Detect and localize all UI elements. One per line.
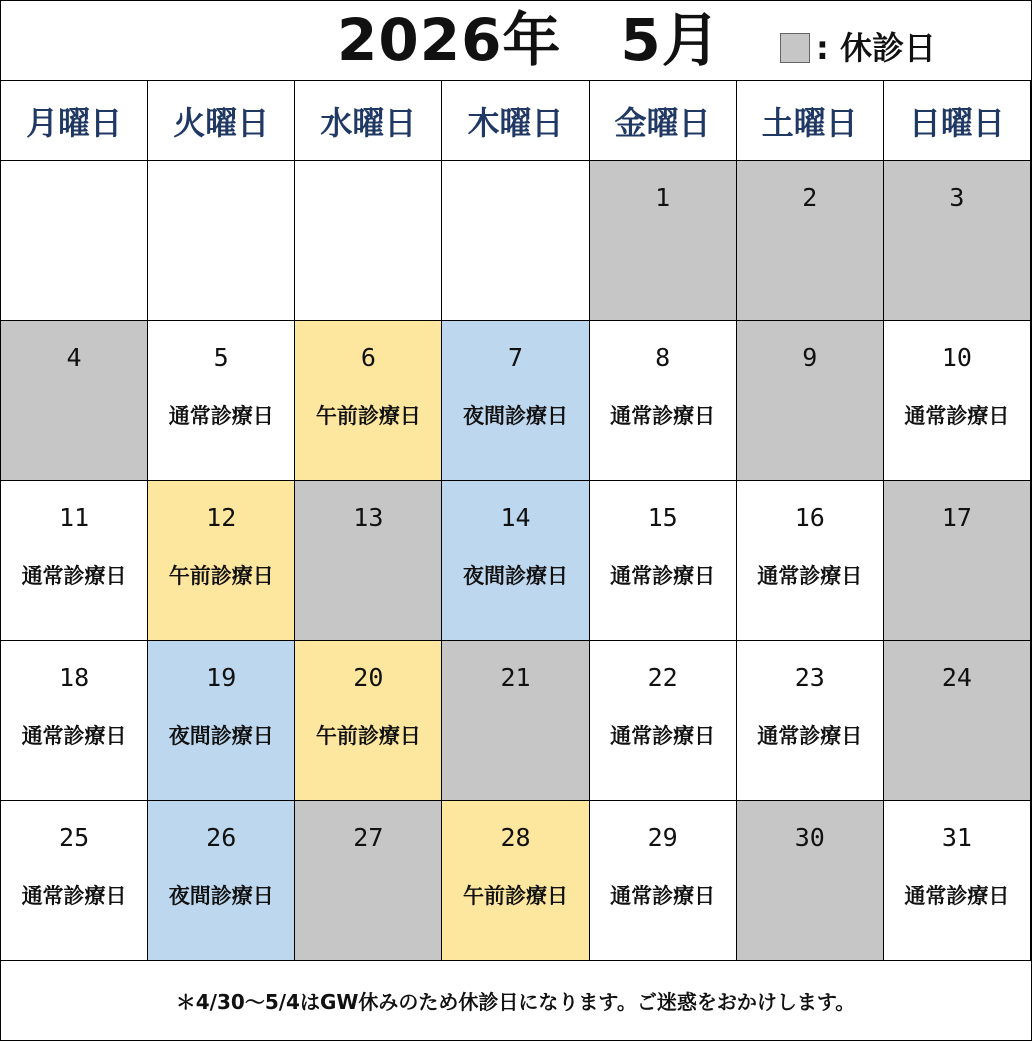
day-number: 18	[59, 663, 90, 692]
footer	[0, 961, 1031, 1039]
day-number: 31	[941, 823, 972, 852]
day-number: 20	[353, 663, 384, 692]
calendar-week-row	[1, 161, 1031, 321]
day-number: 13	[353, 503, 384, 532]
day-status: 通常診療日	[904, 884, 1010, 908]
day-status: 通常診療日	[21, 884, 127, 908]
calendar-day-cell	[883, 321, 1030, 481]
calendar-day-cell	[1, 801, 148, 961]
day-number: 8	[655, 343, 671, 372]
day-status: 通常診療日	[168, 404, 274, 428]
day-number: 7	[507, 343, 524, 372]
calendar-day-cell	[148, 161, 295, 321]
calendar-day-cell	[442, 641, 589, 801]
weekday-header-mon: 月曜日	[1, 81, 148, 161]
weekday-header-sun: 日曜日	[883, 81, 1030, 161]
day-number: 16	[794, 503, 825, 532]
footer-note: ＊4/30～5/4はGW休みのため休診日になります。ご迷惑をおかけします。	[175, 989, 856, 1014]
day-status: 通常診療日	[610, 884, 716, 908]
day-number: 17	[941, 503, 972, 532]
day-number: 28	[500, 823, 531, 852]
day-number: 30	[794, 823, 825, 852]
day-status: 通常診療日	[610, 564, 716, 588]
calendar-day-cell	[883, 641, 1030, 801]
calendar-day-cell	[883, 801, 1030, 961]
weekday-header-thu: 木曜日	[442, 81, 589, 161]
weekday-header-wed: 水曜日	[295, 81, 442, 161]
day-number: 6	[360, 343, 376, 372]
calendar-day-cell	[589, 481, 736, 641]
calendar-week-row	[1, 801, 1031, 961]
day-status: 夜間診療日	[462, 564, 568, 588]
day-number: 22	[647, 663, 678, 692]
day-number: 11	[59, 503, 90, 532]
day-number: 23	[794, 663, 825, 692]
day-status: 午前診療日	[315, 724, 421, 748]
day-number: 14	[500, 503, 531, 532]
day-number: 27	[353, 823, 384, 852]
calendar-day-cell	[883, 481, 1030, 641]
weekday-header-sat: 土曜日	[736, 81, 883, 161]
day-status: 夜間診療日	[462, 404, 568, 428]
calendar-day-cell	[148, 641, 295, 801]
day-status: 午前診療日	[315, 404, 421, 428]
day-status: 通常診療日	[21, 564, 127, 588]
day-number: 29	[647, 823, 678, 852]
day-number: 5	[213, 343, 229, 372]
day-status: 夜間診療日	[168, 724, 274, 748]
calendar-day-cell	[736, 641, 883, 801]
day-number: 1	[655, 183, 671, 212]
calendar-header	[0, 0, 1034, 80]
calendar-day-cell	[589, 161, 736, 321]
weekday-header-row	[1, 81, 1031, 161]
closed-day-swatch	[780, 33, 810, 63]
day-number: 12	[206, 503, 237, 532]
day-status: 夜間診療日	[168, 884, 274, 908]
calendar-week-row	[1, 481, 1031, 641]
day-status: 通常診療日	[757, 724, 863, 748]
calendar-day-cell	[295, 161, 442, 321]
calendar-day-cell	[589, 641, 736, 801]
legend-label: : 休診日	[816, 29, 936, 67]
calendar-day-cell	[295, 641, 442, 801]
calendar-day-cell	[148, 481, 295, 641]
calendar-day-cell	[295, 481, 442, 641]
calendar-day-cell	[736, 801, 883, 961]
calendar-day-cell	[442, 801, 589, 961]
calendar-week-row	[1, 321, 1031, 481]
calendar-day-cell	[736, 321, 883, 481]
day-number: 19	[206, 663, 237, 692]
day-number: 24	[941, 663, 972, 692]
calendar-day-cell	[295, 801, 442, 961]
calendar-day-cell	[1, 481, 148, 641]
day-status: 午前診療日	[168, 564, 274, 588]
day-number: 2	[802, 183, 818, 212]
calendar-day-cell	[883, 161, 1030, 321]
day-number: 25	[59, 823, 90, 852]
calendar-day-cell	[442, 161, 589, 321]
weekday-header-fri: 金曜日	[589, 81, 736, 161]
day-status: 通常診療日	[904, 404, 1010, 428]
day-status: 通常診療日	[610, 404, 716, 428]
legend	[780, 30, 936, 66]
day-number: 10	[941, 343, 972, 372]
calendar-day-cell	[442, 481, 589, 641]
calendar-day-cell	[1, 641, 148, 801]
day-status: 午前診療日	[462, 884, 568, 908]
calendar-week-row	[1, 641, 1031, 801]
calendar-day-cell	[442, 321, 589, 481]
day-number: 26	[206, 823, 237, 852]
calendar-day-cell	[148, 801, 295, 961]
calendar-day-cell	[295, 321, 442, 481]
weekday-header-tue: 火曜日	[148, 81, 295, 161]
day-number: 15	[647, 503, 678, 532]
calendar-day-cell	[736, 481, 883, 641]
calendar-body	[1, 161, 1031, 961]
day-status: 通常診療日	[21, 724, 127, 748]
calendar-day-cell	[148, 321, 295, 481]
calendar-day-cell	[1, 321, 148, 481]
calendar-day-cell	[1, 161, 148, 321]
calendar-day-cell	[589, 801, 736, 961]
calendar-day-cell	[736, 161, 883, 321]
day-number: 9	[802, 343, 818, 372]
calendar-table	[0, 80, 1031, 961]
page-title: 2026年 5月	[337, 6, 721, 74]
calendar-day-cell	[589, 321, 736, 481]
day-status: 通常診療日	[757, 564, 863, 588]
day-number: 3	[949, 183, 965, 212]
day-number: 4	[66, 343, 82, 372]
day-status: 通常診療日	[610, 724, 716, 748]
day-number: 21	[500, 663, 531, 692]
